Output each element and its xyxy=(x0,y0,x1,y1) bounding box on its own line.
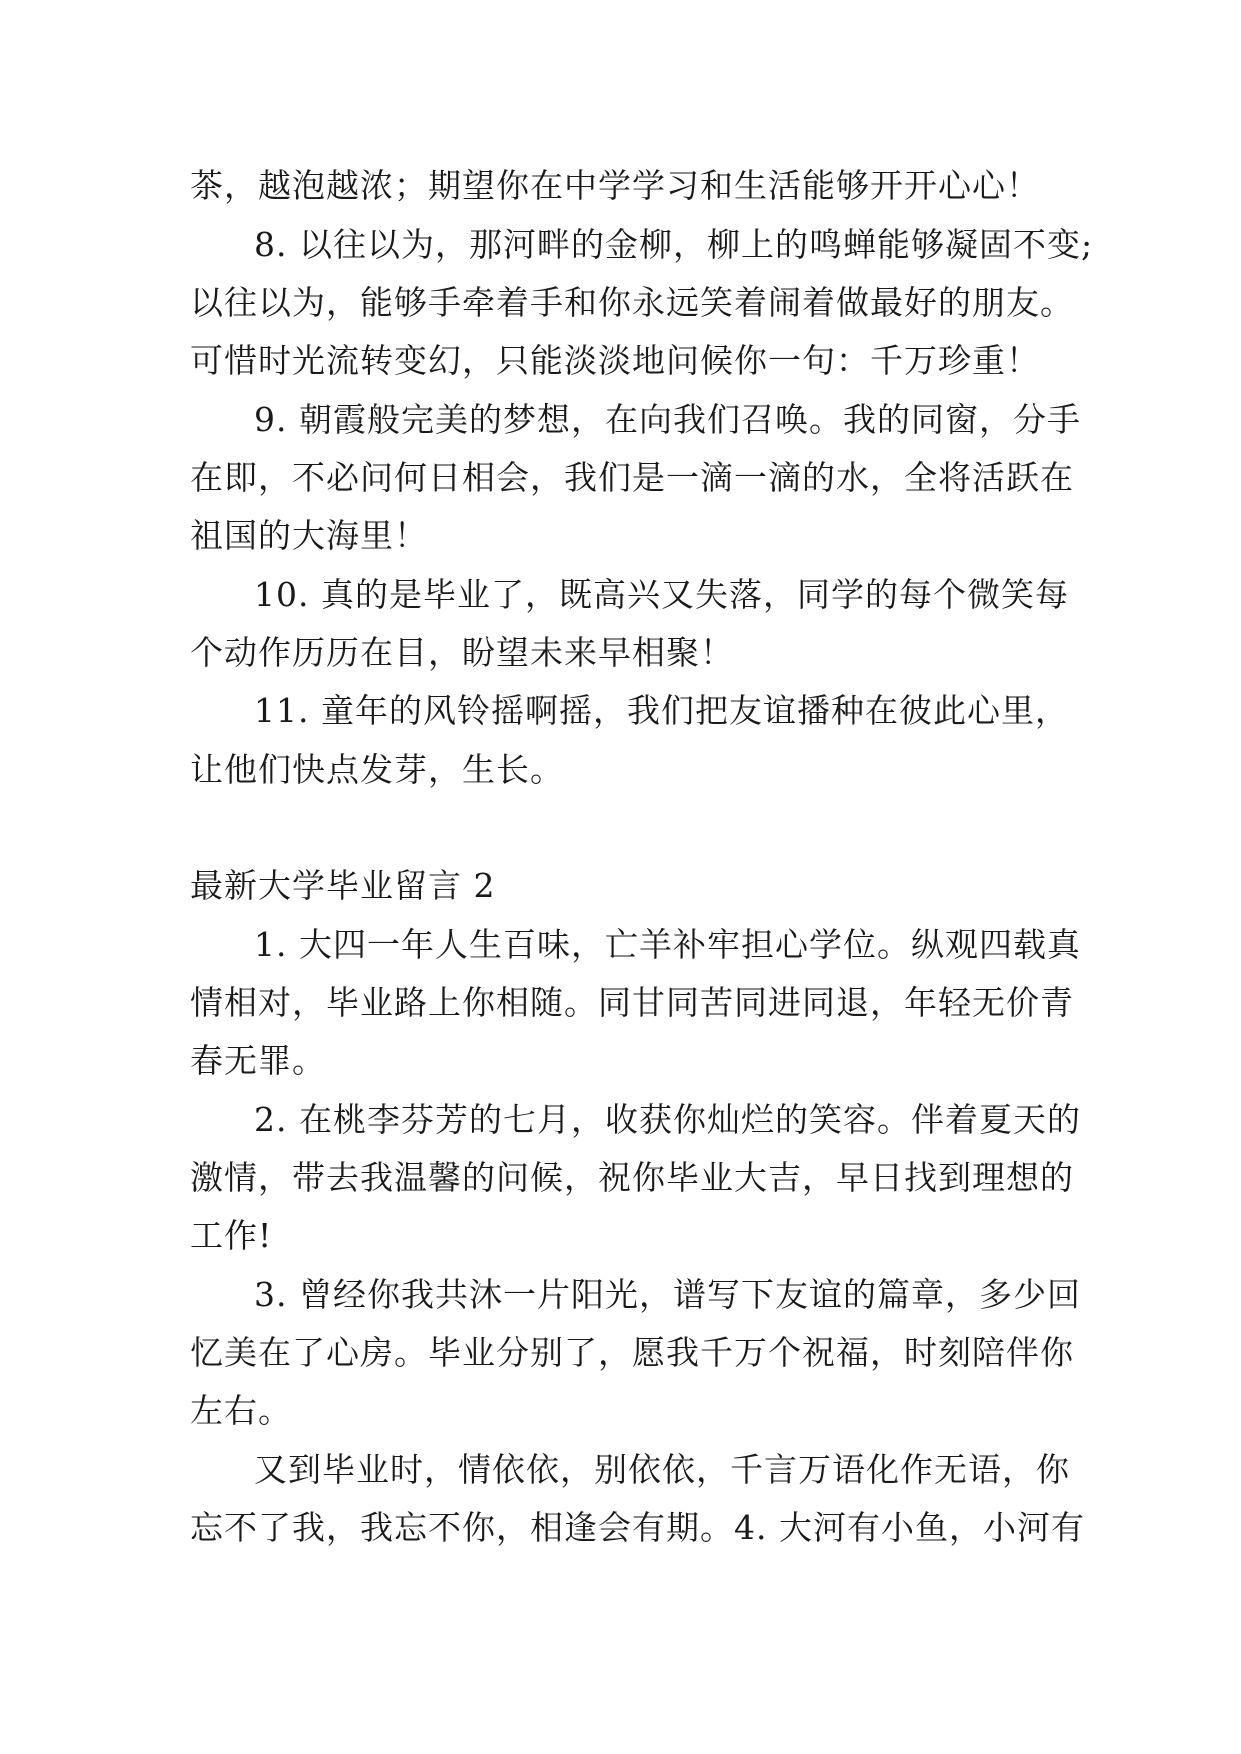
text-line: 让他们快点发芽，生长。 xyxy=(190,750,564,789)
text-line: 情相对，毕业路上你相随。同甘同苦同进同退，年轻无价青 xyxy=(190,983,1074,1022)
text-line: 以往以为，能够手牵着手和你永远笑着闹着做最好的朋友。 xyxy=(190,283,1074,322)
text-line: 忆美在了心房。毕业分别了，愿我千万个祝福，时刻陪伴你 xyxy=(190,1333,1074,1372)
text-line: 左右。 xyxy=(190,1391,292,1430)
text-line: 工作! xyxy=(190,1216,273,1255)
text-line: 可惜时光流转变幻，只能淡淡地问候你一句：千万珍重！ xyxy=(190,341,1040,380)
text-line: 春无罪。 xyxy=(190,1041,326,1080)
text-line: 个动作历历在目，盼望未来早相聚！ xyxy=(190,633,734,672)
text-line: 11. 童年的风铃摇啊摇，我们把友谊播种在彼此心里， xyxy=(254,691,1069,730)
text-line: 2. 在桃李芬芳的七月，收获你灿烂的笑容。伴着夏天的 xyxy=(254,1100,1081,1139)
text-line: 8. 以往以为，那河畔的金柳，柳上的鸣蝉能够凝固不变; xyxy=(254,225,1094,264)
section-heading: 最新大学毕业留言 2 xyxy=(190,866,496,905)
text-line: 又到毕业时，情依依，别依依，千言万语化作无语，你 xyxy=(254,1450,1070,1489)
text-line: 激情，带去我温馨的问候，祝你毕业大吉，早日找到理想的 xyxy=(190,1158,1074,1197)
text-line: 茶，越泡越浓；期望你在中学学习和生活能够开开心心！ xyxy=(190,166,1040,205)
text-line: 9. 朝霞般完美的梦想，在向我们召唤。我的同窗，分手 xyxy=(254,400,1081,439)
text-line: 在即，不必问何日相会，我们是一滴一滴的水，全将活跃在 xyxy=(190,458,1074,497)
text-line: 祖国的大海里！ xyxy=(190,516,428,555)
text-line: 1. 大四一年人生百味，亡羊补牢担心学位。纵观四载真 xyxy=(254,925,1081,964)
text-line: 3. 曾经你我共沐一片阳光，谱写下友谊的篇章，多少回 xyxy=(254,1275,1081,1314)
text-line: 忘不了我，我忘不你，相逢会有期。4. 大河有小鱼，小河有 xyxy=(190,1508,1085,1547)
text-line: 10. 真的是毕业了，既高兴又失落，同学的每个微笑每 xyxy=(254,575,1069,614)
